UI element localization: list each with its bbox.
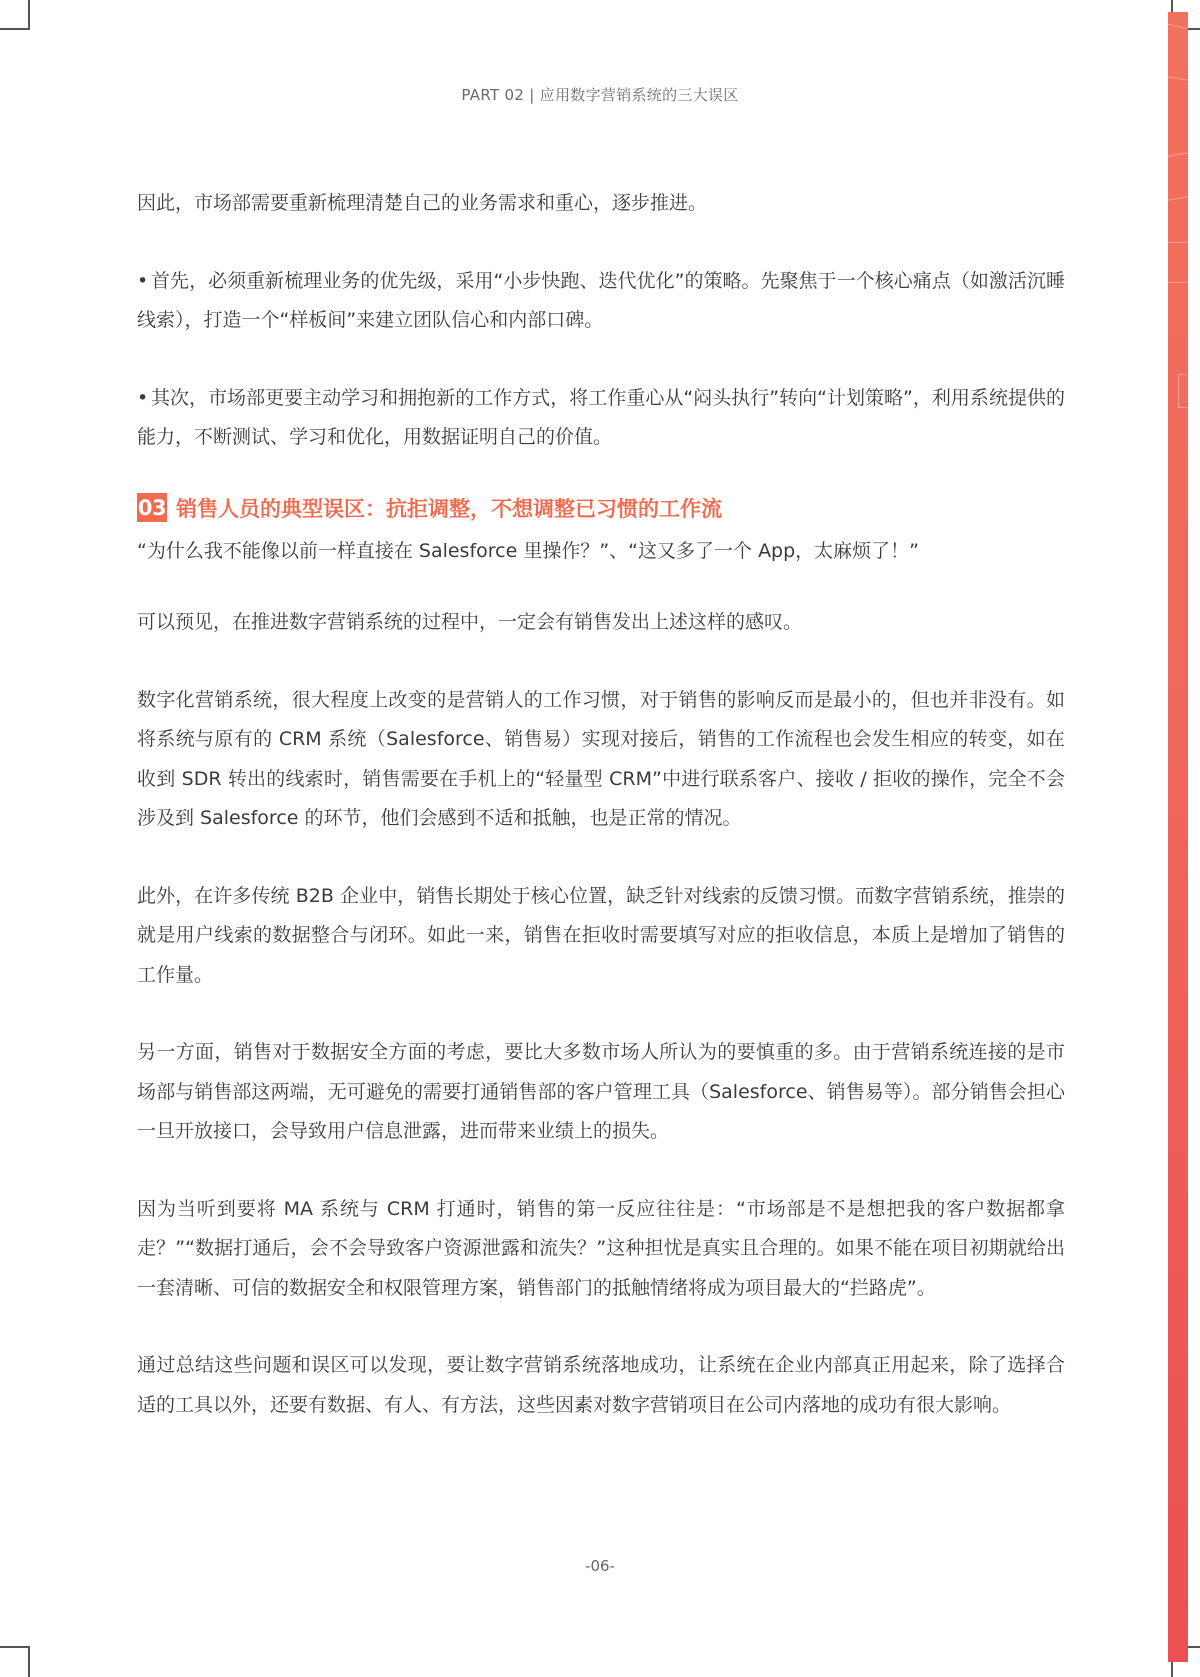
stripe-line-decoration <box>1168 76 1188 81</box>
bullet-marker: • <box>137 386 149 409</box>
decorative-edge-stripe <box>1168 12 1188 1662</box>
section-number-badge: 03 <box>137 493 167 522</box>
bullet-item <box>137 379 1065 458</box>
crop-mark-top-left <box>0 0 30 30</box>
intro-paragraph: 因此，市场部需要重新梳理清楚自己的业务需求和重心，逐步推进。 <box>137 192 708 214</box>
quote-paragraph: “为什么我不能像以前一样直接在 Salesforce 里操作？”、“这又多了一个 App，太麻烦了！” <box>137 539 920 562</box>
stripe-line-decoration <box>1168 242 1188 243</box>
bullet-marker: • <box>137 269 149 292</box>
section-title: 销售人员的典型误区：抗拒调整，不想调整已习惯的工作流 <box>176 496 722 521</box>
stripe-line-decoration <box>1168 152 1188 157</box>
body-paragraph: 可以预见，在推进数字营销系统的过程中，一定会有销售发出上述这样的感叹。 <box>137 611 803 633</box>
crop-mark-bottom-left <box>0 1646 30 1677</box>
body-paragraph: 此外，在许多传统 B2B 企业中，销售长期处于核心位置，缺乏针对线索的反馈习惯。而数字营销系统，推崇的就是用户线索的数据整合与闭环。如此一来，销售在拒收时需要填写对应的拒收信息，本质上是增加了销售的工作量。 <box>137 884 1065 986</box>
body-paragraph: 通过总结这些问题和误区可以发现，要让数字营销系统落地成功，让系统在企业内部真正用起来，除了选择合适的工具以外，还要有数据、有人、有方法，这些因素对数字营销项目在公司内落地的成功有很大影响。 <box>137 1354 1065 1416</box>
bullet-item <box>137 262 1065 341</box>
stripe-box-decoration <box>1178 374 1187 408</box>
page-number: -06- <box>585 1557 615 1575</box>
body-paragraph: 因为当听到要将 MA 系统与 CRM 打通时，销售的第一反应往往是：“市场部是不是想把我的客户数据都拿走？”“数据打通后，会不会导致客户资源泄露和流失？”这种担忧是真实且合理的。如果不能在项目初期就给出一套清晰、可信的数据安全和权限管理方案，销售部门的抵触情绪将成为项目最大的“拦路虎”。 <box>137 1197 1065 1299</box>
bullet-text: 首先，必须重新梳理业务的优先级，采用“小步快跑、迭代优化”的策略。先聚焦于一个核心痛点（如激活沉睡线索），打造一个“样板间”来建立团队信心和内部口碑。 <box>137 269 1065 331</box>
bullet-text: 其次，市场部更要主动学习和拥抱新的工作方式，将工作重心从“闷头执行”转向“计划策略”，利用系统提供的能力，不断测试、学习和优化，用数据证明自己的价值。 <box>137 386 1065 448</box>
running-header: PART 02 | 应用数字营销系统的三大误区 <box>461 86 739 104</box>
body-paragraph: 另一方面，销售对于数据安全方面的考虑，要比大多数市场人所认为的要慎重的多。由于营销系统连接的是市场部与销售部这两端，无可避免的需要打通销售部的客户管理工具（Salesforce、销售易等）。部分销售会担心一旦开放接口，会导致用户信息泄露，进而带来业绩上的损失。 <box>137 1041 1065 1142</box>
stripe-line-decoration <box>1168 24 1188 29</box>
stripe-line-decoration <box>1168 282 1188 283</box>
section-heading <box>137 490 1065 526</box>
stripe-line-decoration <box>1168 196 1188 201</box>
body-paragraph: 数字化营销系统，很大程度上改变的是营销人的工作习惯，对于销售的影响反而是最小的，但也并非没有。如将系统与原有的 CRM 系统（Salesforce、销售易）实现对接后，销售的工作流程也会发生相应的转变，如在收到 SDR 转出的线索时，销售需要在手机上的“轻量型 CRM”中进行联系客户、接收 / 拒收的操作，完全不会涉及到 Salesforce 的环节，他们会感到不适和抵触，也是正常的情况。 <box>137 688 1065 829</box>
page-content <box>137 184 1065 1463</box>
